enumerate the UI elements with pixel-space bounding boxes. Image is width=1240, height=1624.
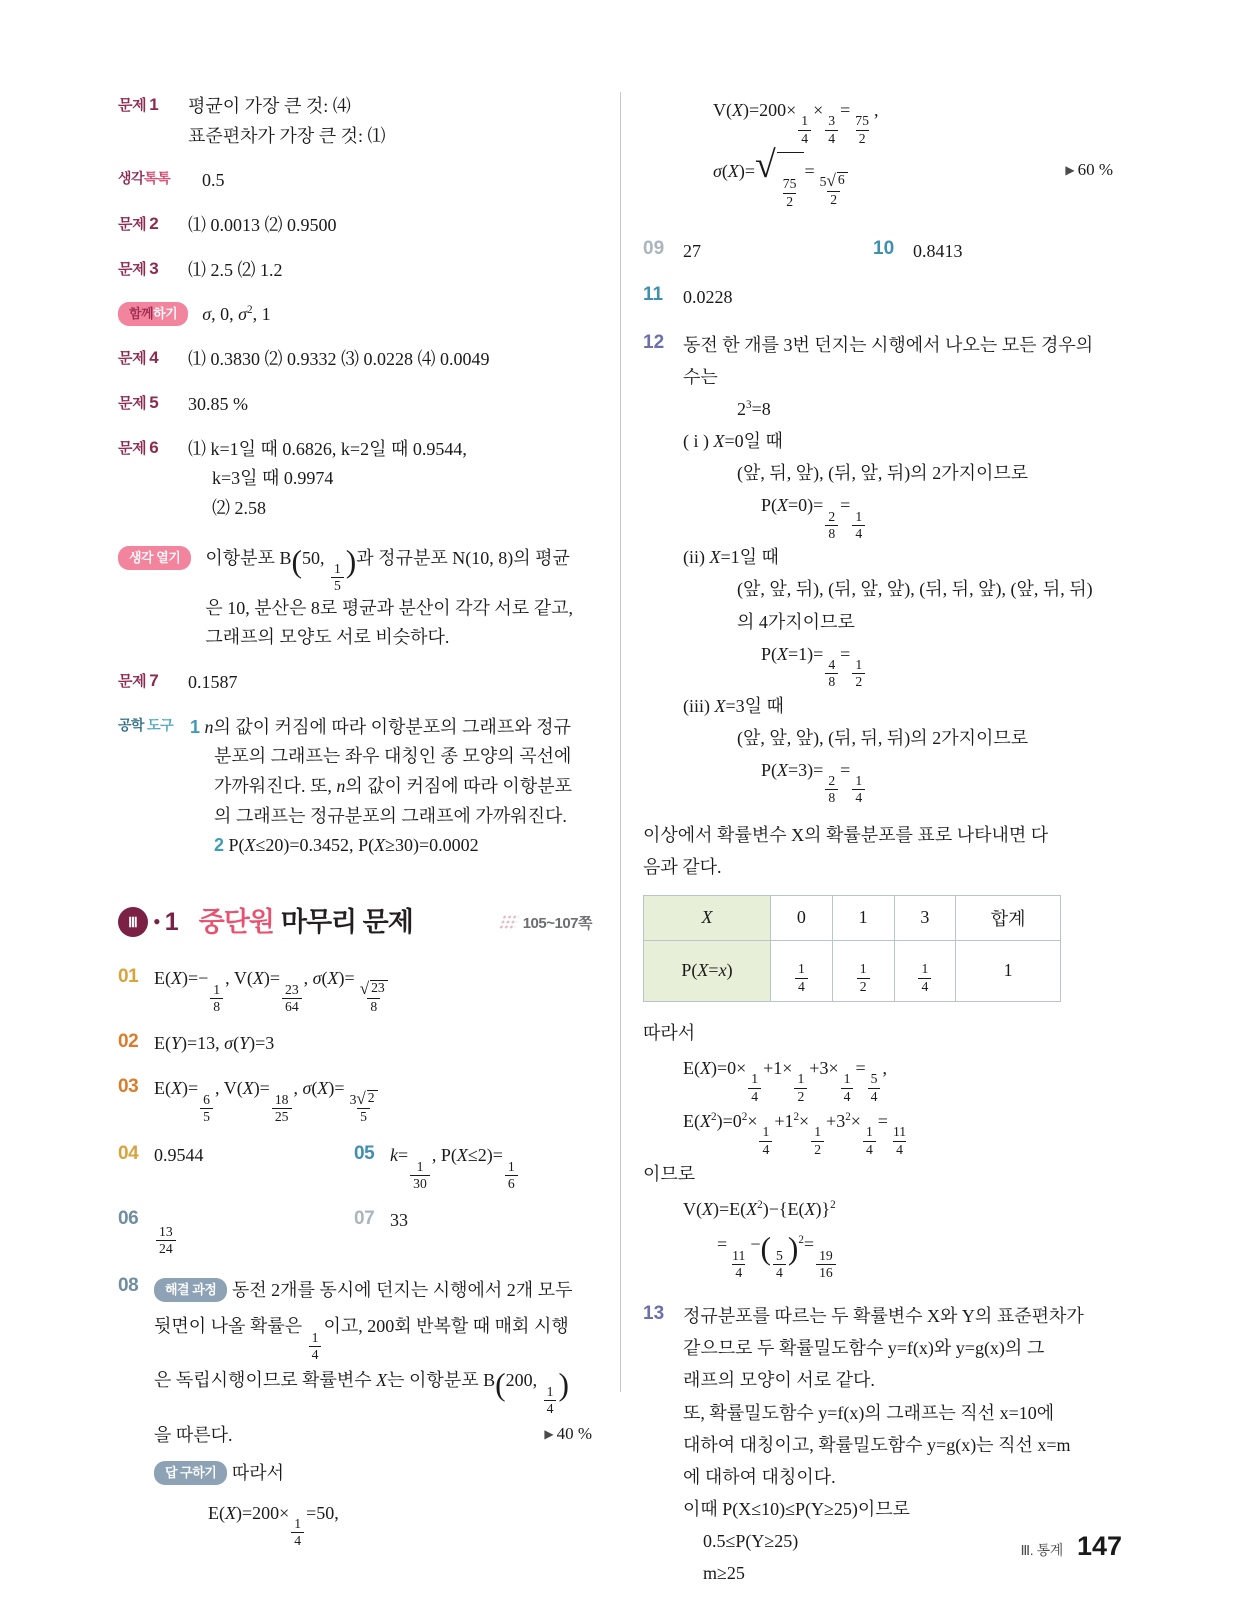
answer-number: 02	[118, 1031, 139, 1053]
probability-distribution-table	[643, 895, 1061, 1002]
badge-saenggak-yeolgi: 생각 열기	[118, 546, 191, 570]
answer-row-gonghak-dogu	[118, 713, 592, 861]
answer-row-saenggak-toktok	[118, 166, 592, 196]
answer-body: 0.8413	[913, 241, 963, 262]
chapter-mark-badge: Ⅲ	[118, 907, 148, 937]
answer-number: 03	[118, 1076, 139, 1098]
answer-body: 해결 과정 동전 2개를 동시에 던지는 시행에서 2개 모두 뒷면이 나올 확률은 $\frac{1}{4}$ 이고, 200회 반복할 때 매회 시행 은 독립시행이므로 확률변수 X는 이항분포 B(200, $\frac{1}{4}$ ) 을 따른다. ▶ 40 % 답 구하기 따라서 E(X)=200× $\frac{1}{4}$ =50,	[154, 1280, 592, 1549]
table-cell: $\frac{1}{4}$	[894, 940, 956, 1001]
row-body: 평균이 가장 큰 것: ⑷ 표준편차가 가장 큰 것: ⑴	[188, 96, 386, 146]
row-label	[118, 544, 191, 570]
chapter-title-colored: 중단원	[198, 906, 274, 937]
table-header-prob: P(X=x)	[644, 940, 771, 1001]
left-column	[118, 92, 610, 1549]
answer-number: 06	[118, 1208, 139, 1230]
answer-number: 05	[354, 1143, 375, 1165]
row-label: 문제 3	[118, 258, 159, 278]
row-body: ⑴ 0.3830 ⑵ 0.9332 ⑶ 0.0228 ⑷ 0.0049	[188, 349, 490, 370]
column-divider	[620, 92, 621, 1392]
answer-item-01	[118, 963, 592, 1014]
answer-item-09	[643, 235, 873, 267]
row-body: ⑴ k=1일 때 0.6826, k=2일 때 0.9544, k=3일 때 0.9974 ⑵ 2.58	[188, 438, 467, 518]
answer-item-11	[643, 281, 1113, 313]
answer-row-06-07	[118, 1205, 592, 1256]
answer-item-10	[873, 235, 1113, 267]
table-cell: 0	[771, 895, 833, 940]
table-row	[644, 940, 1061, 1001]
dotted-stripe-icon	[498, 915, 519, 929]
row-body: 0.5	[202, 170, 225, 191]
score-percent: ▶ 40 %	[544, 1423, 592, 1443]
answer-number: 01	[118, 966, 139, 988]
row-body: σ, 0, $\sigma^2$, 1	[202, 304, 271, 325]
answer-item-03	[118, 1073, 592, 1124]
page-footer	[1020, 1531, 1122, 1562]
answer-body: k= $\frac{1}{30}$ , P(X≤2)= $\frac{1}{6}$	[390, 1140, 592, 1191]
answer-item-04	[118, 1140, 354, 1191]
answer-body: 0.0228	[683, 287, 733, 308]
answer-row-munje-6	[118, 435, 592, 524]
table-cell-total: 1	[956, 940, 1061, 1001]
answer-body: 0.9544	[154, 1145, 204, 1166]
answer-number: 10	[873, 238, 895, 260]
answer-body: 정규분포를 따르는 두 확률변수 X와 Y의 표준편차가 같으므로 두 확률밀도함수 y=f(x)와 y=g(x)의 그 래프의 모양이 서로 같다. 또, 확률밀도함수 y=f(x)의 그래프는 직선 x=10에 대하여 대칭이고, 확률밀도함수 y=g(x)는 직선 x=m 에 대하여 대칭이다. 이때 P(X≤10)≤P(Y≥25)이므로 0.5≤P(Y≥25) m≥25	[683, 1306, 1084, 1583]
row-label: 문제 4	[118, 348, 159, 368]
chapter-page-range: 105~107쪽	[501, 912, 592, 933]
row-label: 문제 6	[118, 437, 159, 457]
answer-body: E(X)=− $\frac{1}{8}$ , V(X)= $\frac{23}{64}$ , σ(X)= √ 23 8	[154, 963, 592, 1014]
answer-body: E(X)= $\frac{6}{5}$ , V(X)= $\frac{18}{25}$ , σ(X)= 3 √ 2 5	[154, 1073, 592, 1124]
chapter-section-number: 1	[164, 907, 179, 936]
answer-number: 12	[643, 332, 665, 354]
answer-number: 11	[643, 284, 664, 306]
computation-block-12: 따라서 E(X)=0× $\frac{1}{4}$ +1× $\frac{1}{2}$ +3× $\frac{1}{4}$ = $\frac{5}{4}$ , $E(X^2)=0^2\times$ $\frac{1}{4}$ $+1^2\times$ $\frac{1}{2}$ $+3^2\times$ $\frac{1}{4}$ = $\frac{11}{4}$ 이므로 $V(X)=E(X^2)-\{E(X)\}^2$ = $\frac{11}{4}$ −( $\frac{5}{4}$ )$^2$= $\frac{19}{16}$	[643, 1022, 907, 1281]
answer-item-05	[354, 1140, 592, 1191]
answer-number: 07	[354, 1208, 375, 1230]
answer-item-07	[354, 1205, 592, 1256]
row-label: 문제 1	[118, 95, 159, 114]
answer-row-munje-7	[118, 668, 592, 698]
chapter-title-plain: 마무리 문제	[280, 906, 413, 937]
answer-body: 27	[683, 241, 701, 262]
answer-body: E(Y)=13, σ(Y)=3	[154, 1033, 275, 1054]
answer-body: 동전 한 개를 3번 던지는 시행에서 나오는 모든 경우의 수는 $2^3=8$ ( i ) X=0일 때 (앞, 뒤, 앞), (뒤, 앞, 뒤)의 2가지이므로 P(X=0)= $\frac{2}{8}$ = $\frac{1}{4}$ (ii) X=1일 때 (앞, 앞, 뒤), (뒤, 앞, 앞), (뒤, 뒤, 앞), (앞, 뒤, 뒤) 의 4가지이므로 P(X=1)= $\frac{4}{8}$ = $\frac{1}{2}$ (iii) X=3일 때 (앞, 앞, 앞), (뒤, 뒤, 뒤)의 2가지이므로 P(X=3)= $\frac{2}{8}$ = $\frac{1}{4}$	[683, 335, 1094, 806]
row-body: ⑴ 0.0013 ⑵ 0.9500	[188, 215, 337, 236]
score-percent-60: ▶ 60 %	[1065, 160, 1113, 180]
table-row	[644, 895, 1061, 940]
answer-body: $\frac{13}{24}$	[154, 1205, 354, 1256]
row-label: 생각톡톡	[118, 170, 171, 187]
table-cell: $\frac{1}{2}$	[832, 940, 894, 1001]
answer-item-06	[118, 1205, 354, 1256]
answer-number: 04	[118, 1143, 139, 1165]
row-body: 0.1587	[188, 672, 238, 693]
answer-item-02	[118, 1028, 592, 1059]
chapter-dot: •	[153, 909, 161, 935]
row-label: 공학 도구	[118, 716, 174, 733]
answer-row-munje-3	[118, 256, 592, 286]
answer-row-munje-1	[118, 92, 592, 151]
row-body: 이항분포 B(50, $\frac{1}{5}$ )과 정규분포 N(10, 8)의 평균 은 10, 분산은 8로 평균과 분산이 각각 서로 같고, 그래프의 모양도 서로 비슷하다.	[205, 543, 573, 648]
row-body: ⑴ 2.5 ⑵ 1.2	[188, 259, 283, 280]
badge-haegyeol-gwajeong: 해결 과정	[154, 1278, 227, 1302]
row-label: 문제 7	[118, 671, 159, 691]
answer-item-12	[643, 329, 1113, 806]
row-label	[118, 300, 188, 326]
answer-row-munje-4	[118, 345, 592, 375]
row-body: 1 n의 값이 커짐에 따라 이항분포의 그래프와 정규 분포의 그래프는 좌우 대칭인 종 모양의 곡선에 가까워진다. 또, n의 값이 커짐에 따라 이항분포 의 그래프는 정규분포의 그래프에 가까워진다. 2 P(X≤20)=0.3452, P(X≥30)=0.0002	[190, 716, 572, 856]
answer-number: 08	[118, 1275, 139, 1297]
answer-row-saenggak-yeolgi	[118, 544, 592, 653]
table-header-total: 합계	[956, 895, 1061, 940]
table-cell: $\frac{1}{4}$	[771, 940, 833, 1001]
row-body: 30.85 %	[188, 393, 248, 414]
table-header-x: X	[644, 895, 771, 940]
row-label: 문제 2	[118, 214, 159, 234]
row-label: 문제 5	[118, 392, 159, 412]
answer-row-04-05	[118, 1140, 592, 1191]
badge-dap-guhagi: 답 구하기	[154, 1461, 227, 1485]
answer-number: 09	[643, 238, 665, 260]
chapter-heading	[118, 907, 592, 937]
answer-row-munje-5	[118, 390, 592, 420]
summary-text-12: 이상에서 확률변수 X의 확률분포를 표로 나타내면 다 음과 같다.	[643, 824, 1049, 877]
answer-row-munje-2	[118, 211, 592, 241]
table-cell: 1	[832, 895, 894, 940]
answer-row-hamkke-hagi	[118, 300, 592, 330]
answer-item-08	[118, 1272, 592, 1548]
answer-row-09-10	[643, 235, 1113, 267]
badge-hamkke-hagi: 함께하기	[118, 302, 188, 326]
answer-number: 13	[643, 1303, 665, 1325]
table-cell: 3	[894, 895, 956, 940]
footer-chapter-label: Ⅲ. 통계	[1020, 1542, 1063, 1558]
continued-equations-08: V(X)=200× $\frac{1}{4}$ × $\frac{3}{4}$ = $\frac{75}{2}$ , σ(X)= √ $\frac{75}{2}$ = 5 √ 6 2 ▶ 60 %	[713, 100, 1113, 209]
page-number: 147	[1076, 1531, 1122, 1561]
answer-body: 33	[390, 1210, 408, 1231]
